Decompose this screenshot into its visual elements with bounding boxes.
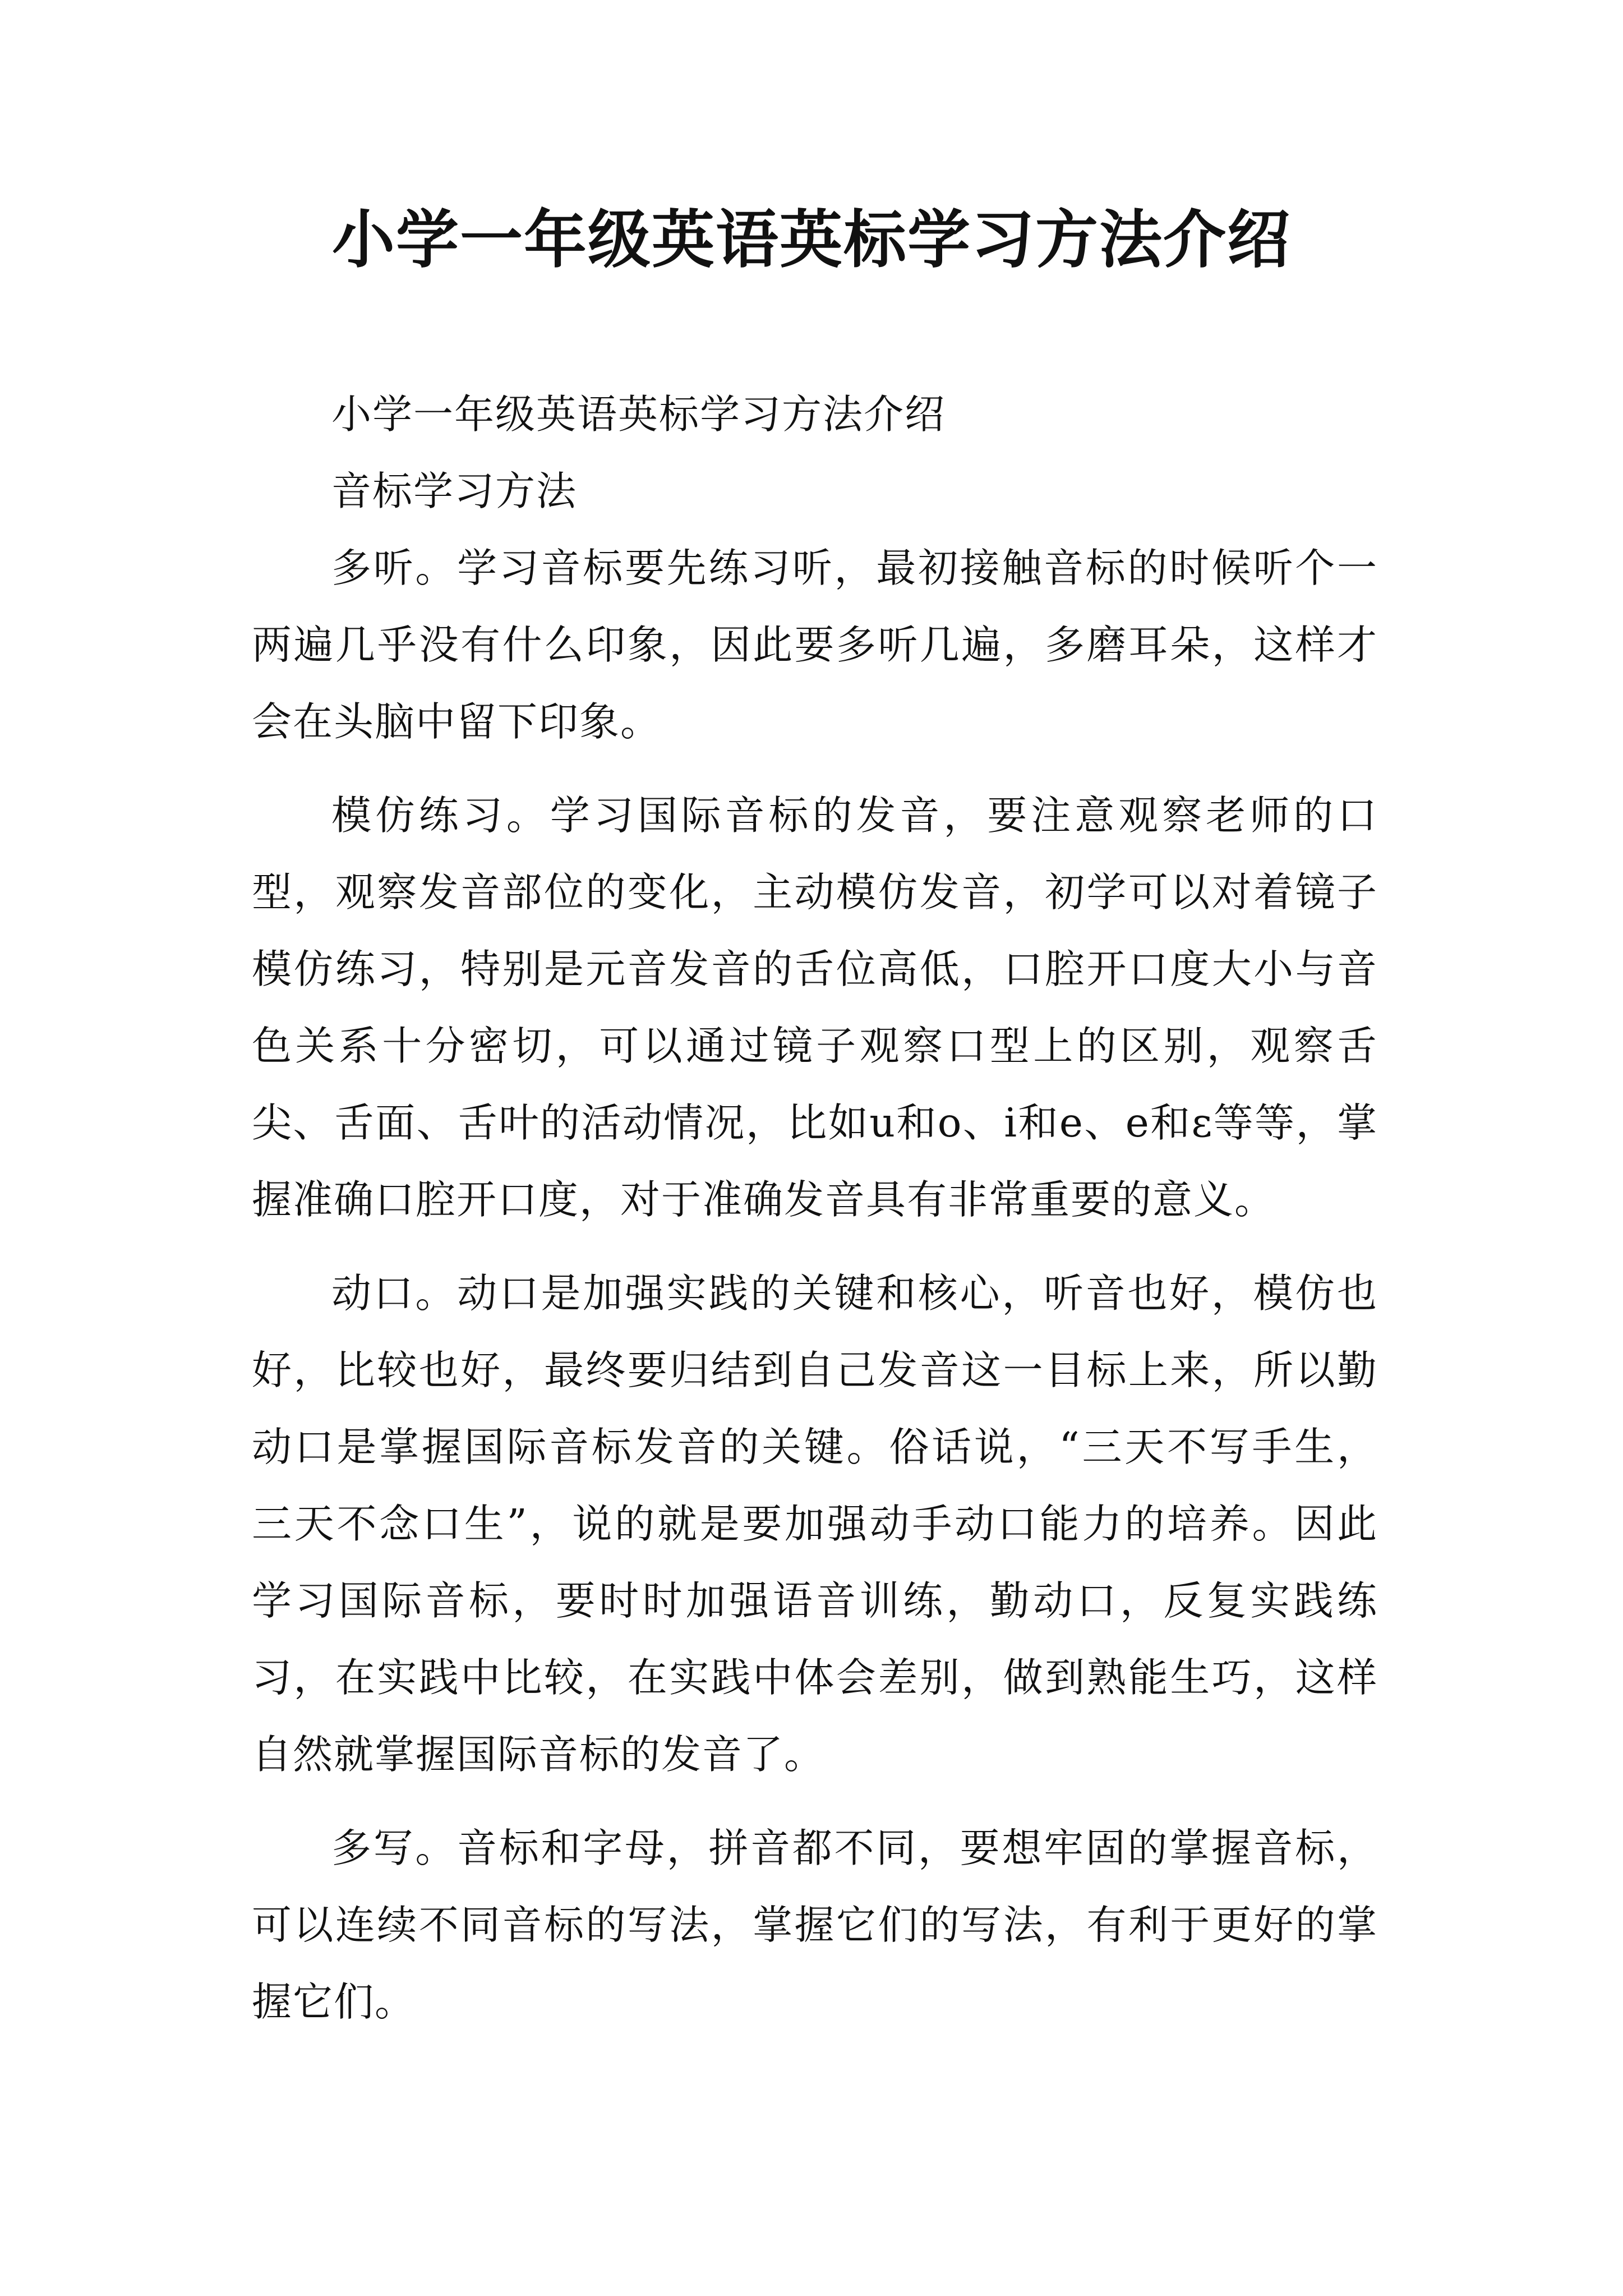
document-body bbox=[252, 376, 1378, 2040]
paragraph-speak: 动口。动口是加强实践的关键和核心，听音也好，模仿也好，比较也好，最终要归结到自己发音这一目标上来，所以勤动口是掌握国际音标发音的关键。俗话说，“三天不写手生，三天不念口生”，说的就是要加强动手动口能力的培养。因此学习国际音标，要时时加强语音训练，勤动口，反复实践练习，在实践中比较，在实践中体会差别，做到熟能生巧，这样自然就掌握国际音标的发音了。 bbox=[252, 1270, 1378, 1778]
paragraph-listen: 多听。学习音标要先练习听，最初接触音标的时候听个一两遍几乎没有什么印象，因此要多听几遍，多磨耳朵，这样才会在头脑中留下印象。 bbox=[252, 545, 1378, 745]
paragraph-imitate: 模仿练习。学习国际音标的发音，要注意观察老师的口型，观察发音部位的变化，主动模仿发音，初学可以对着镜子模仿练习，特别是元音发音的舌位高低，口腔开口度大小与音色关系十分密切，可以通过镜子观察口型上的区别，观察舌尖、舌面、舌叶的活动情况，比如u和o、i和e、e和ε等等，掌握准确口腔开口度，对于准确发音具有非常重要的意义。 bbox=[252, 792, 1378, 1223]
paragraph-write: 多写。音标和字母，拼音都不同，要想牢固的掌握音标，可以连续不同音标的写法，掌握它们的写法，有利于更好的掌握它们。 bbox=[252, 1825, 1378, 2025]
paragraph-heading: 小学一年级英语英标学习方法介绍 bbox=[331, 391, 946, 438]
paragraph-section-title: 音标学习方法 bbox=[331, 468, 578, 514]
document-title: 小学一年级英语英标学习方法介绍 bbox=[332, 203, 1291, 277]
